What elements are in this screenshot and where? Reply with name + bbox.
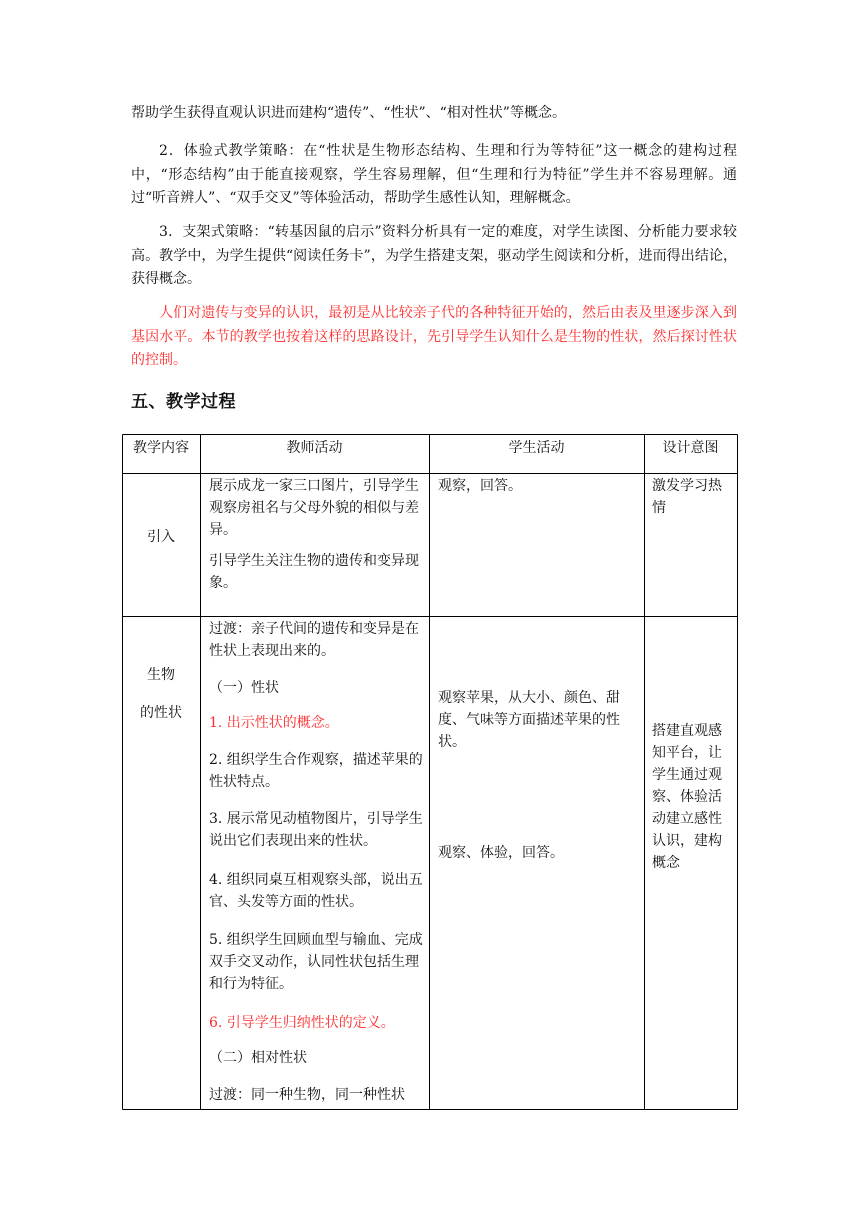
paragraph-highlight: 人们对遗传与变异的认识，最初是从比较亲子代的各种特征开始的，然后由表及里逐步深入到基因水平。本节的教学也按着这样的思路设计，先引导学生认知什么是生物的性状，然后探讨性状的控制。: [131, 305, 737, 368]
teacher-subheading-relative-traits: （二）相对性状: [209, 1050, 307, 1066]
row-intro-intent: 激发学习热情: [652, 478, 722, 516]
student-activity-experience: 观察、体验，回答。: [438, 845, 564, 861]
row-intro-teacher: [209, 475, 423, 594]
teacher-activity-text: 引导学生关注生物的遗传和变异现象。: [209, 553, 419, 591]
teacher-step-3: 3. 展示常见动植物图片，引导学生说出它们表现出来的性状。: [209, 811, 423, 849]
row-intro-content: 引入: [147, 529, 175, 545]
teacher-step-6: 6. 引导学生归纳性状的定义。: [209, 1015, 395, 1031]
row-traits-content-line2: 的性状: [140, 705, 182, 721]
teacher-activity-text: 展示成龙一家三口图片，引导学生观察房祖名与父母外貌的相似与差异。: [209, 478, 419, 538]
table-header-intent: 设计意图: [662, 440, 719, 456]
row-intro-student: 观察，回答。: [438, 478, 522, 494]
table-header-student: 学生活动: [508, 440, 565, 456]
teacher-transition-text-2: 过渡：同一种生物，同一种性状: [209, 1087, 405, 1103]
row-traits-content-line1: 生物: [147, 667, 175, 683]
section-heading: 五、教学过程: [131, 392, 236, 412]
teacher-transition-text: 过渡：亲子代间的遗传和变异是在性状上表现出来的。: [209, 621, 419, 659]
teacher-step-5: 5. 组织学生回顾血型与输血、完成双手交叉动作，认同性状包括生理和行为特征。: [209, 932, 423, 992]
teacher-step-2: 2. 组织学生合作观察，描述苹果的性状特点。: [209, 752, 423, 790]
teacher-subheading-traits: （一）性状: [209, 680, 279, 696]
paragraph-strategy-2: 2．体验式教学策略：在“性状是生物形态结构、生理和行为等特征”这一概念的建构过程中，“形态结构”由于能直接观察，学生容易理解，但“生理和行为特征”学生并不容易理解。通过“听音辨人”、“双手交叉”等体验活动，帮助学生感性认知，理解概念。: [131, 143, 737, 206]
row-traits-intent: 搭建直观感知平台，让学生通过观察、体验活动建立感性认识，建构概念: [652, 723, 722, 871]
student-activity-observe-apple: 观察苹果，从大小、颜色、甜度、气味等方面描述苹果的性状。: [438, 690, 620, 750]
teacher-step-1: 1. 出示性状的概念。: [209, 715, 339, 731]
teacher-step-4: 4. 组织同桌互相观察头部，说出五官、头发等方面的性状。: [209, 872, 423, 910]
paragraph-strategy-3: 3．支架式策略：“转基因鼠的启示”资料分析具有一定的难度，对学生读图、分析能力要求较高。教学中，为学生提供“阅读任务卡”，为学生搭建支架，驱动学生阅读和分析，进而得出结论，获得概念。: [131, 224, 737, 287]
paragraph-continuation: 帮助学生获得直观认识进而建构“遗传”、“性状”、“相对性状”等概念。: [131, 105, 566, 121]
table-header-content: 教学内容: [133, 440, 189, 456]
table-header-teacher: 教师活动: [286, 440, 343, 456]
